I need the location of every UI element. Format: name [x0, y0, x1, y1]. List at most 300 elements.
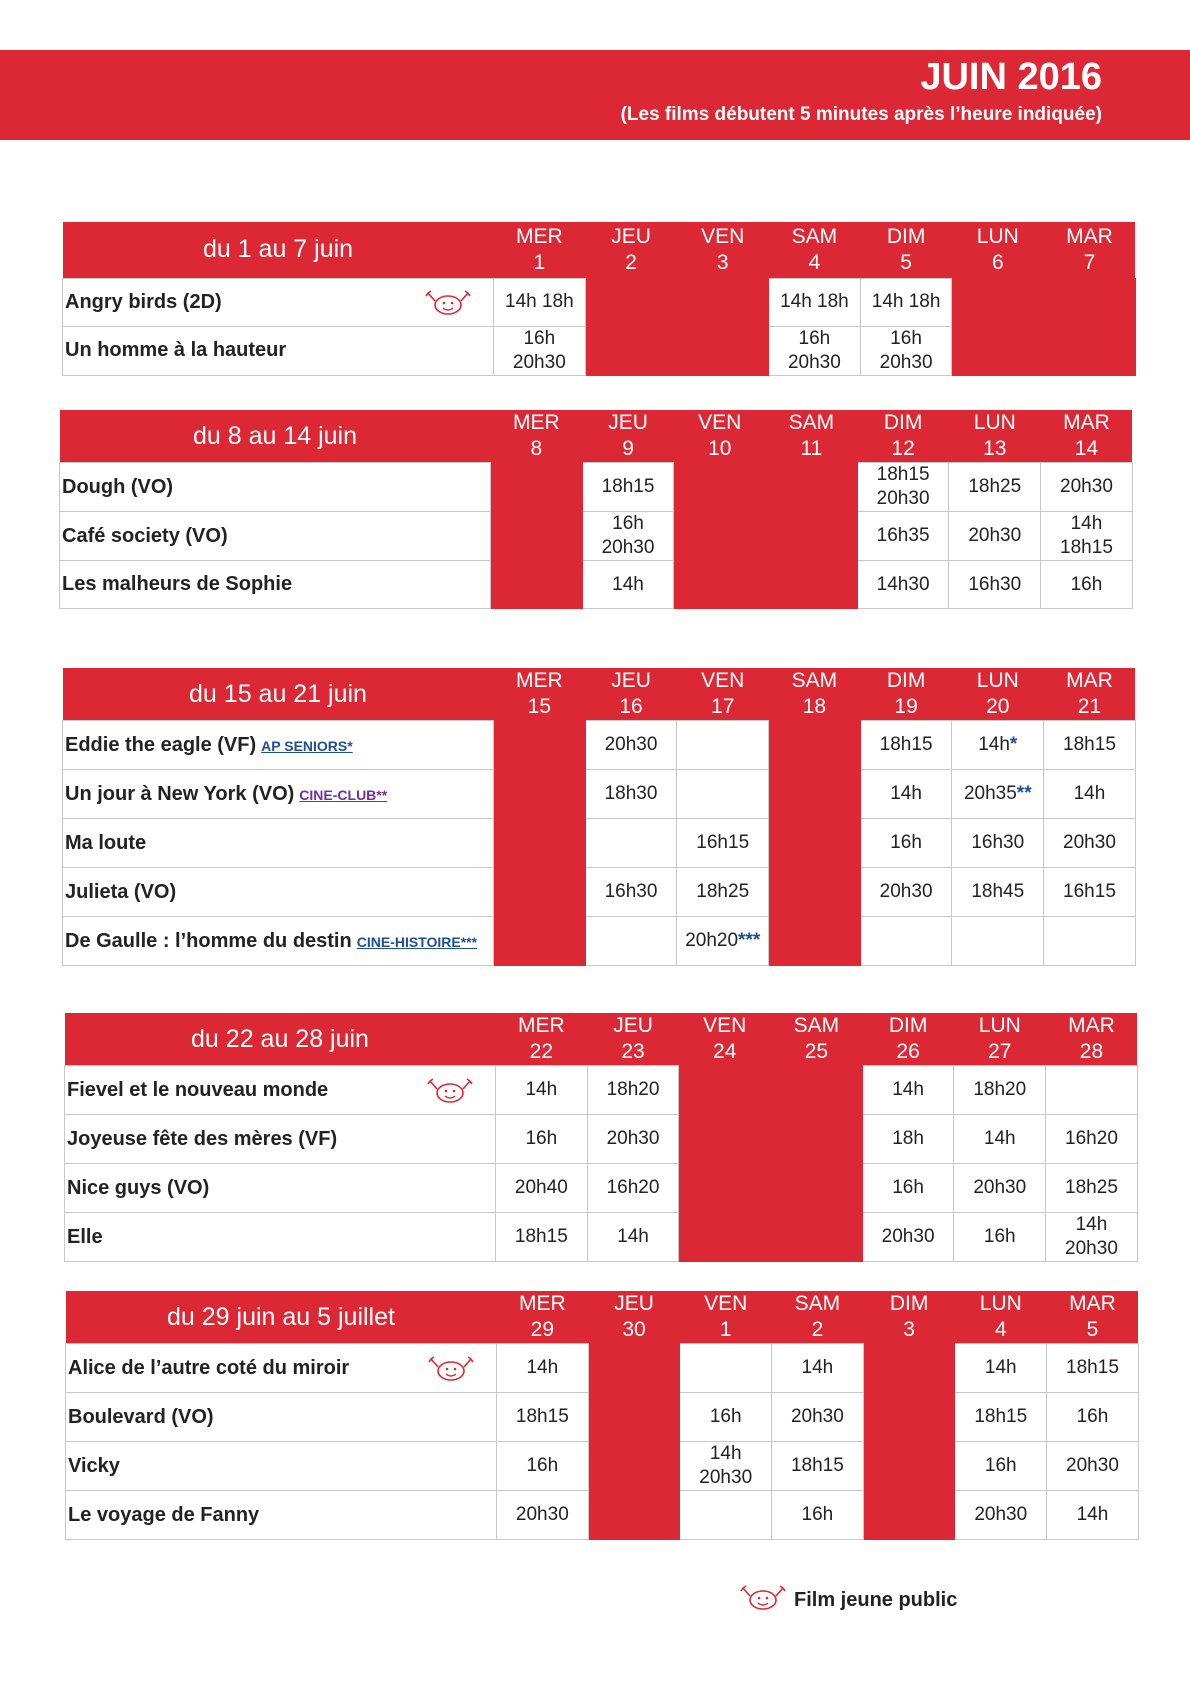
- day-number: 9: [622, 437, 634, 460]
- showtime-cell: [1044, 917, 1136, 966]
- showtime-cell: 20h30: [772, 1393, 864, 1442]
- closed-day-cell: [771, 1213, 863, 1262]
- closed-day-cell: [771, 1115, 863, 1164]
- showtime-cell: [677, 770, 769, 819]
- day-number: 15: [527, 695, 552, 718]
- day-header: [955, 1291, 1047, 1344]
- showtime-cell: 14h30: [857, 561, 949, 609]
- closed-day-cell: [952, 326, 1044, 375]
- showtime-cell: 20h30: [587, 1115, 679, 1164]
- day-header: [857, 410, 949, 463]
- day-number: 2: [625, 250, 637, 274]
- film-row: [66, 1442, 1139, 1491]
- closed-day-cell: [679, 1164, 771, 1213]
- showtime-cell: 18h15: [772, 1442, 864, 1491]
- film-title: Alice de l’autre coté du miroir: [68, 1356, 350, 1379]
- week-header-row: [63, 222, 1136, 278]
- showtime-cell: 20h30: [585, 721, 677, 770]
- smiley-icon: [425, 287, 471, 323]
- showtime-cell: [1046, 1066, 1138, 1115]
- film-title-cell: [66, 1491, 497, 1540]
- showtime-cell: 16h 20h30: [769, 326, 861, 375]
- closed-day-cell: [952, 278, 1044, 326]
- day-name: VEN: [701, 669, 745, 692]
- day-number: 14: [1074, 437, 1099, 460]
- showtime-cell: 16h15: [677, 819, 769, 868]
- showtime-cell: 18h15: [582, 463, 674, 512]
- day-number: 5: [1086, 1318, 1099, 1341]
- closed-day-cell: [588, 1393, 680, 1442]
- day-number: 25: [804, 1040, 829, 1063]
- day-number: 8: [530, 437, 543, 460]
- day-header: [863, 1291, 955, 1344]
- closed-day-cell: [491, 561, 583, 609]
- day-number: 4: [808, 250, 821, 274]
- closed-day-cell: [677, 326, 769, 375]
- film-row: [63, 278, 1136, 326]
- film-title: Vicky: [68, 1454, 120, 1477]
- day-name: LUN: [978, 1014, 1021, 1037]
- showtime-cell: 18h: [862, 1115, 954, 1164]
- film-title: Un homme à la hauteur: [65, 339, 287, 361]
- closed-day-cell: [674, 512, 766, 561]
- day-header: [585, 668, 677, 721]
- smiley-icon: [428, 1353, 474, 1389]
- film-title: Nice guys (VO): [67, 1176, 210, 1199]
- day-name: JEU: [608, 411, 648, 434]
- day-name: MER: [519, 1292, 566, 1315]
- day-header: [769, 668, 861, 721]
- day-name: SAM: [793, 1014, 840, 1037]
- film-title-cell: [66, 1393, 497, 1442]
- closed-day-cell: [863, 1344, 955, 1393]
- day-header: [496, 1013, 588, 1066]
- day-header: [952, 668, 1044, 721]
- day-name: MER: [516, 224, 563, 248]
- film-title-cell: [63, 721, 494, 770]
- film-row: [60, 463, 1133, 512]
- day-number: 19: [894, 695, 918, 718]
- week-label: du 29 juin au 5 juillet: [66, 1291, 497, 1344]
- day-name: MAR: [1069, 1292, 1116, 1315]
- showtime-cell: 16h: [954, 1213, 1046, 1262]
- week-header-row: [65, 1013, 1138, 1066]
- day-header: [1044, 222, 1136, 278]
- day-name: LUN: [976, 224, 1019, 248]
- film-title-cell: [66, 1442, 497, 1491]
- showtime-cell: [585, 819, 677, 868]
- smiley-icon: [427, 1075, 473, 1111]
- day-number: 24: [713, 1040, 737, 1063]
- showtime-cell: 18h20: [587, 1066, 679, 1115]
- film-title-cell: [63, 868, 494, 917]
- closed-day-cell: [588, 1491, 680, 1540]
- showtime-cell: 14h 18h15: [1041, 512, 1133, 561]
- film-title-cell: [63, 326, 494, 375]
- showtime-cell: [680, 1491, 772, 1540]
- film-row: [63, 917, 1136, 966]
- film-title-cell: [63, 770, 494, 819]
- day-name: VEN: [698, 411, 742, 434]
- day-number: 21: [1077, 695, 1102, 718]
- showtime-cell: 16h: [680, 1393, 772, 1442]
- showtime-cell: 16h: [1041, 561, 1133, 609]
- film-title-cell: [60, 561, 491, 609]
- day-name: MER: [516, 669, 563, 692]
- page-subtitle: (Les films débutent 5 minutes après l’heure indiquée): [620, 104, 1102, 125]
- film-row: [63, 868, 1136, 917]
- closed-day-cell: [769, 917, 861, 966]
- film-row: [66, 1491, 1139, 1540]
- film-title: Les malheurs de Sophie: [62, 573, 293, 595]
- showtime-cell: 18h20: [954, 1066, 1046, 1115]
- showtime-cell: 20h30: [955, 1491, 1047, 1540]
- day-name: LUN: [976, 669, 1019, 692]
- showtime-cell: 16h 20h30: [860, 326, 952, 375]
- showtime-cell: 20h30: [497, 1491, 589, 1540]
- closed-day-cell: [491, 512, 583, 561]
- showtime-cell: 16h: [772, 1491, 864, 1540]
- day-name: MAR: [1066, 224, 1113, 248]
- showtime-cell: 18h15: [497, 1393, 589, 1442]
- day-header: [862, 1013, 954, 1066]
- day-name: DIM: [886, 224, 926, 248]
- showtime-cell: 14h: [772, 1344, 864, 1393]
- legend: [740, 1582, 957, 1618]
- film-title: Julieta (VO): [65, 880, 177, 903]
- film-row: [60, 512, 1133, 561]
- film-title-cell: [65, 1213, 496, 1262]
- day-name: MER: [513, 411, 560, 434]
- showtime-cell: 20h30: [1047, 1442, 1139, 1491]
- closed-day-cell: [494, 819, 586, 868]
- day-name: JEU: [611, 224, 651, 248]
- day-number: 22: [529, 1040, 554, 1063]
- day-number: 11: [800, 437, 823, 460]
- week-table: [62, 222, 1136, 376]
- showtime-cell: 16h: [1047, 1393, 1139, 1442]
- day-header: [949, 410, 1041, 463]
- showtime-cell: 14h: [497, 1344, 589, 1393]
- day-name: DIM: [886, 669, 926, 692]
- showtime-cell: 16h35: [857, 512, 949, 561]
- event-tag-link[interactable]: CINE-HISTOIRE***: [356, 933, 478, 950]
- legend-label: Film jeune public: [794, 1588, 958, 1611]
- week-table: [62, 668, 1136, 966]
- showtime-cell: [952, 917, 1044, 966]
- showtime-cell: 14h: [1047, 1491, 1139, 1540]
- showtime-cell: [585, 917, 677, 966]
- week-label: du 22 au 28 juin: [65, 1013, 496, 1066]
- page-title: JUIN 2016: [920, 56, 1102, 98]
- day-name: MAR: [1066, 669, 1113, 692]
- film-title-cell: [60, 512, 491, 561]
- day-number: 16: [619, 695, 643, 718]
- day-number: 17: [711, 695, 735, 718]
- day-name: SAM: [791, 224, 838, 248]
- showtime-cell: 14h: [954, 1115, 1046, 1164]
- showtime-cell: 18h15: [1047, 1344, 1139, 1393]
- closed-day-cell: [771, 1066, 863, 1115]
- film-row: [65, 1066, 1138, 1115]
- showtime-cell: 16h 20h30: [582, 512, 674, 561]
- showtime-cell: 18h15: [955, 1393, 1047, 1442]
- closed-day-cell: [769, 819, 861, 868]
- day-name: JEU: [613, 1014, 653, 1037]
- showtime-cell: 16h: [862, 1164, 954, 1213]
- closed-day-cell: [766, 512, 858, 561]
- day-number: 28: [1079, 1040, 1104, 1063]
- day-header: [1044, 668, 1136, 721]
- film-title-cell: [63, 819, 494, 868]
- closed-day-cell: [863, 1442, 955, 1491]
- day-header: [1041, 410, 1133, 463]
- showtime-cell: 20h30: [1044, 819, 1136, 868]
- film-title-cell: [63, 278, 494, 326]
- closed-day-cell: [863, 1393, 955, 1442]
- closed-day-cell: [679, 1115, 771, 1164]
- showtime-cell: 16h: [955, 1442, 1047, 1491]
- showtime-cell: 18h45: [952, 868, 1044, 917]
- film-title-cell: [66, 1344, 497, 1393]
- showtime-cell: 16h30: [949, 561, 1041, 609]
- closed-day-cell: [588, 1344, 680, 1393]
- film-row: [65, 1115, 1138, 1164]
- film-title: Fievel et le nouveau monde: [67, 1078, 329, 1101]
- day-header: [769, 222, 861, 278]
- day-header: [954, 1013, 1046, 1066]
- day-name: SAM: [788, 411, 835, 434]
- film-title: Dough (VO): [62, 475, 174, 498]
- day-number: 1: [719, 1318, 732, 1341]
- film-title-cell: [63, 917, 494, 966]
- closed-day-cell: [585, 326, 677, 375]
- day-name: DIM: [889, 1292, 929, 1315]
- day-header: [587, 1013, 679, 1066]
- closed-day-cell: [588, 1442, 680, 1491]
- closed-day-cell: [491, 463, 583, 512]
- showtime-cell: 14h 18h: [494, 278, 586, 326]
- week-header-row: [63, 668, 1136, 721]
- day-number: 3: [716, 250, 729, 274]
- day-header: [491, 410, 583, 463]
- day-header: [677, 668, 769, 721]
- film-row: [63, 819, 1136, 868]
- closed-day-cell: [679, 1066, 771, 1115]
- day-number: 7: [1083, 250, 1096, 274]
- film-row: [65, 1213, 1138, 1262]
- day-name: SAM: [791, 669, 838, 692]
- day-number: 27: [988, 1040, 1012, 1063]
- showtime-cell: 14h: [1044, 770, 1136, 819]
- showtime-cell: 20h35**: [952, 770, 1044, 819]
- closed-day-cell: [769, 770, 861, 819]
- film-row: [65, 1164, 1138, 1213]
- week-label: du 1 au 7 juin: [63, 222, 494, 278]
- closed-day-cell: [674, 463, 766, 512]
- day-number: 2: [811, 1318, 824, 1341]
- footnote-marker: ***: [738, 930, 761, 951]
- day-header: [494, 222, 586, 278]
- day-header: [494, 668, 586, 721]
- film-title: Joyeuse fête des mères (VF): [67, 1127, 338, 1150]
- smiley-icon: [740, 1582, 786, 1618]
- closed-day-cell: [494, 868, 586, 917]
- day-number: 26: [896, 1040, 920, 1063]
- day-number: 13: [983, 437, 1007, 460]
- showtime-cell: 20h30: [954, 1164, 1046, 1213]
- film-row: [60, 561, 1133, 609]
- footnote-marker: *: [1009, 734, 1018, 755]
- day-name: MER: [518, 1014, 565, 1037]
- film-row: [63, 721, 1136, 770]
- week-header-row: [60, 410, 1133, 463]
- day-header: [497, 1291, 589, 1344]
- day-name: DIM: [888, 1014, 928, 1037]
- day-number: 3: [903, 1318, 915, 1341]
- film-title: De Gaulle : l’homme du destin: [65, 929, 352, 952]
- showtime-cell: 20h30: [860, 868, 952, 917]
- closed-day-cell: [494, 917, 586, 966]
- day-header: [952, 222, 1044, 278]
- day-header: [860, 222, 952, 278]
- closed-day-cell: [863, 1491, 955, 1540]
- showtime-cell: 16h15: [1044, 868, 1136, 917]
- day-header: [1047, 1291, 1139, 1344]
- showtime-cell: [860, 917, 952, 966]
- closed-day-cell: [1044, 326, 1136, 375]
- showtime-cell: 16h: [860, 819, 952, 868]
- week-label: du 8 au 14 juin: [60, 410, 491, 463]
- day-number: 12: [891, 437, 915, 460]
- film-row: [66, 1393, 1139, 1442]
- showtime-cell: 14h: [955, 1344, 1047, 1393]
- film-row: [63, 326, 1136, 375]
- showtime-cell: 14h*: [952, 721, 1044, 770]
- film-title: Boulevard (VO): [68, 1405, 214, 1428]
- week-table: [64, 1013, 1138, 1262]
- showtime-cell: [680, 1344, 772, 1393]
- day-number: 6: [991, 250, 1004, 274]
- day-header: [588, 1291, 680, 1344]
- showtime-cell: 14h 18h: [860, 278, 952, 326]
- day-header: [677, 222, 769, 278]
- day-header: [772, 1291, 864, 1344]
- showtime-cell: 18h25: [949, 463, 1041, 512]
- closed-day-cell: [674, 561, 766, 609]
- closed-day-cell: [494, 721, 586, 770]
- closed-day-cell: [766, 561, 858, 609]
- showtime-cell: 18h25: [1046, 1164, 1138, 1213]
- showtime-cell: 16h: [497, 1442, 589, 1491]
- film-title-cell: [65, 1115, 496, 1164]
- film-title-cell: [65, 1066, 496, 1115]
- closed-day-cell: [766, 463, 858, 512]
- film-title: Café society (VO): [62, 524, 228, 547]
- showtime-cell: 14h: [582, 561, 674, 609]
- day-name: DIM: [883, 411, 923, 434]
- week-label: du 15 au 21 juin: [63, 668, 494, 721]
- showtime-cell: 18h25: [677, 868, 769, 917]
- day-number: 23: [621, 1040, 645, 1063]
- closed-day-cell: [771, 1164, 863, 1213]
- film-title: Un jour à New York (VO): [65, 782, 295, 805]
- closed-day-cell: [494, 770, 586, 819]
- day-number: 18: [802, 695, 827, 718]
- day-name: JEU: [611, 669, 651, 692]
- day-header: [680, 1291, 772, 1344]
- showtime-cell: 14h 20h30: [1046, 1213, 1138, 1262]
- day-number: 29: [530, 1318, 555, 1341]
- day-name: LUN: [973, 411, 1016, 434]
- week-table: [65, 1291, 1139, 1540]
- film-title: Elle: [67, 1225, 103, 1248]
- showtime-cell: 18h15: [496, 1213, 588, 1262]
- week-header-row: [66, 1291, 1139, 1344]
- showtime-cell: 16h20: [587, 1164, 679, 1213]
- showtime-cell: 20h20***: [677, 917, 769, 966]
- day-name: JEU: [614, 1292, 654, 1315]
- day-header: [582, 410, 674, 463]
- showtime-cell: 14h: [587, 1213, 679, 1262]
- film-title: Ma loute: [65, 831, 147, 854]
- day-header: [679, 1013, 771, 1066]
- day-number: 4: [994, 1318, 1007, 1341]
- closed-day-cell: [769, 868, 861, 917]
- week-table: [59, 410, 1133, 609]
- day-name: LUN: [979, 1292, 1022, 1315]
- showtime-cell: 14h: [496, 1066, 588, 1115]
- film-title-cell: [60, 463, 491, 512]
- day-number: 20: [986, 695, 1010, 718]
- showtime-cell: 18h30: [585, 770, 677, 819]
- day-header: [860, 668, 952, 721]
- day-name: VEN: [704, 1292, 748, 1315]
- showtime-cell: 16h30: [952, 819, 1044, 868]
- showtime-cell: 18h15 20h30: [857, 463, 949, 512]
- showtime-cell: 18h15: [1044, 721, 1136, 770]
- showtime-cell: 20h30: [949, 512, 1041, 561]
- film-title: Le voyage de Fanny: [68, 1503, 260, 1526]
- showtime-cell: 18h15: [860, 721, 952, 770]
- event-tag-link[interactable]: AP SENIORS*: [261, 737, 353, 754]
- closed-day-cell: [769, 721, 861, 770]
- showtime-cell: 16h30: [585, 868, 677, 917]
- event-tag-link[interactable]: CINE-CLUB**: [299, 786, 388, 803]
- day-number: 30: [622, 1318, 646, 1341]
- day-number: 1: [533, 250, 546, 274]
- film-row: [66, 1344, 1139, 1393]
- closed-day-cell: [585, 278, 677, 326]
- showtime-cell: 14h 20h30: [680, 1442, 772, 1491]
- showtime-cell: 20h30: [1041, 463, 1133, 512]
- showtime-cell: 14h 18h: [769, 278, 861, 326]
- film-title: Eddie the eagle (VF): [65, 733, 257, 756]
- showtime-cell: 16h: [496, 1115, 588, 1164]
- day-header: [771, 1013, 863, 1066]
- day-header: [1046, 1013, 1138, 1066]
- day-name: MAR: [1063, 411, 1110, 434]
- showtime-cell: 16h 20h30: [494, 326, 586, 375]
- showtime-cell: 20h30: [862, 1213, 954, 1262]
- showtime-cell: 20h40: [496, 1164, 588, 1213]
- day-name: VEN: [701, 224, 745, 248]
- film-title-cell: [65, 1164, 496, 1213]
- footnote-marker: **: [1016, 783, 1032, 804]
- closed-day-cell: [1044, 278, 1136, 326]
- film-title: Angry birds (2D): [65, 290, 222, 313]
- day-name: VEN: [703, 1014, 747, 1037]
